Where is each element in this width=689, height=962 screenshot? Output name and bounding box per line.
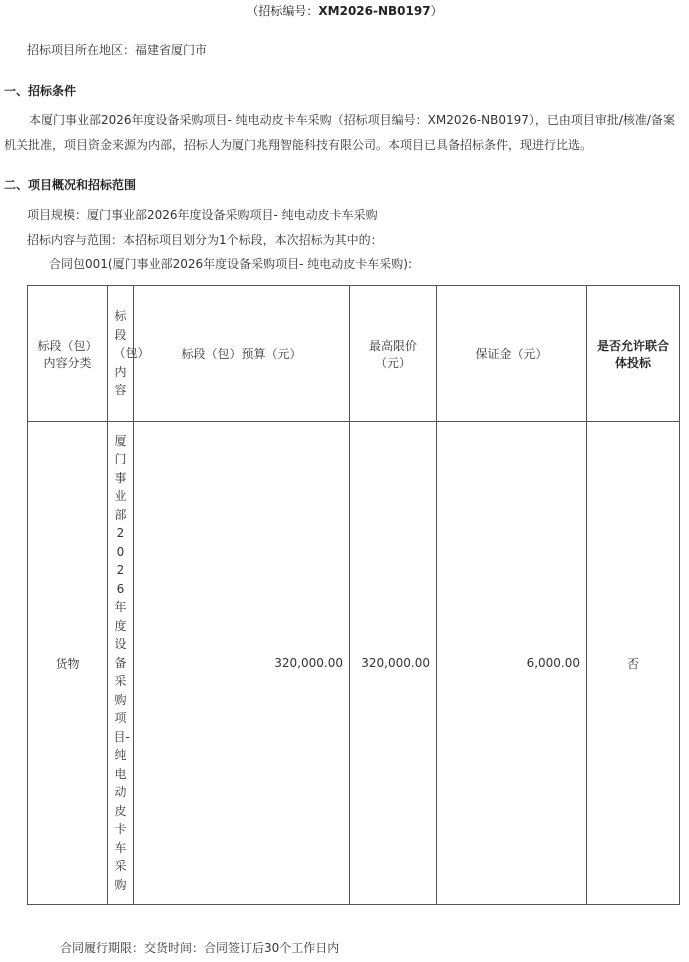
header-consortium: 是否允许联合体投标 (587, 286, 680, 422)
section2-heading: 二、项目概况和招标范围 (4, 178, 137, 192)
tender-number-open: （招标编号： (246, 4, 319, 18)
project-scale: 项目规模：厦门事业部2026年度设备采购项目- 纯电动皮卡车采购 (27, 208, 378, 222)
tender-number-line (0, 2, 689, 19)
cell-consortium: 否 (587, 422, 680, 905)
table-header-row (28, 286, 680, 422)
section1-body-line1: 本厦门事业部2026年度设备采购项目- 纯电动皮卡车采购（招标项目编号：XM2026-NB0197），已由项目审批/核准/备案 (29, 113, 675, 127)
tender-number-code: XM2026-NB0197 (318, 4, 431, 18)
header-deposit: 保证金（元） (437, 286, 587, 422)
header-max-price: 最高限价（元） (350, 286, 437, 422)
cell-content-text: 厦门事业部2026年度设备采购项目-纯电动皮卡车采购 (113, 433, 130, 892)
project-region: 招标项目所在地区：福建省厦门市 (27, 43, 208, 57)
section1-heading: 一、招标条件 (4, 84, 77, 98)
header-category: 标段（包）内容分类 (28, 286, 108, 422)
bid-section-table (27, 285, 680, 905)
contract-package: 合同包001(厦门事业部2026年度设备采购项目- 纯电动皮卡车采购): (49, 257, 412, 271)
cell-deposit: 6,000.00 (437, 422, 587, 905)
tender-number-close: ） (430, 4, 443, 18)
section1-body-line2: 机关批准，项目资金来源为内部，招标人为厦门兆翔智能科技有限公司。本项目已具备招标条件，现进行比选。 (4, 138, 593, 152)
cell-budget: 320,000.00 (134, 422, 350, 905)
cell-max-price: 320,000.00 (350, 422, 437, 905)
header-budget: 标段（包）预算（元） (134, 286, 350, 422)
cell-content (108, 422, 134, 905)
table-row (28, 422, 680, 905)
project-scope: 招标内容与范围：本招标项目划分为1个标段，本次招标为其中的： (27, 233, 383, 247)
contract-period: 合同履行期限：交货时间：合同签订后30个工作日内 (60, 941, 340, 955)
header-content-text: 标段（包）内容 (113, 309, 150, 398)
header-content (108, 286, 150, 422)
cell-category: 货物 (28, 422, 108, 905)
